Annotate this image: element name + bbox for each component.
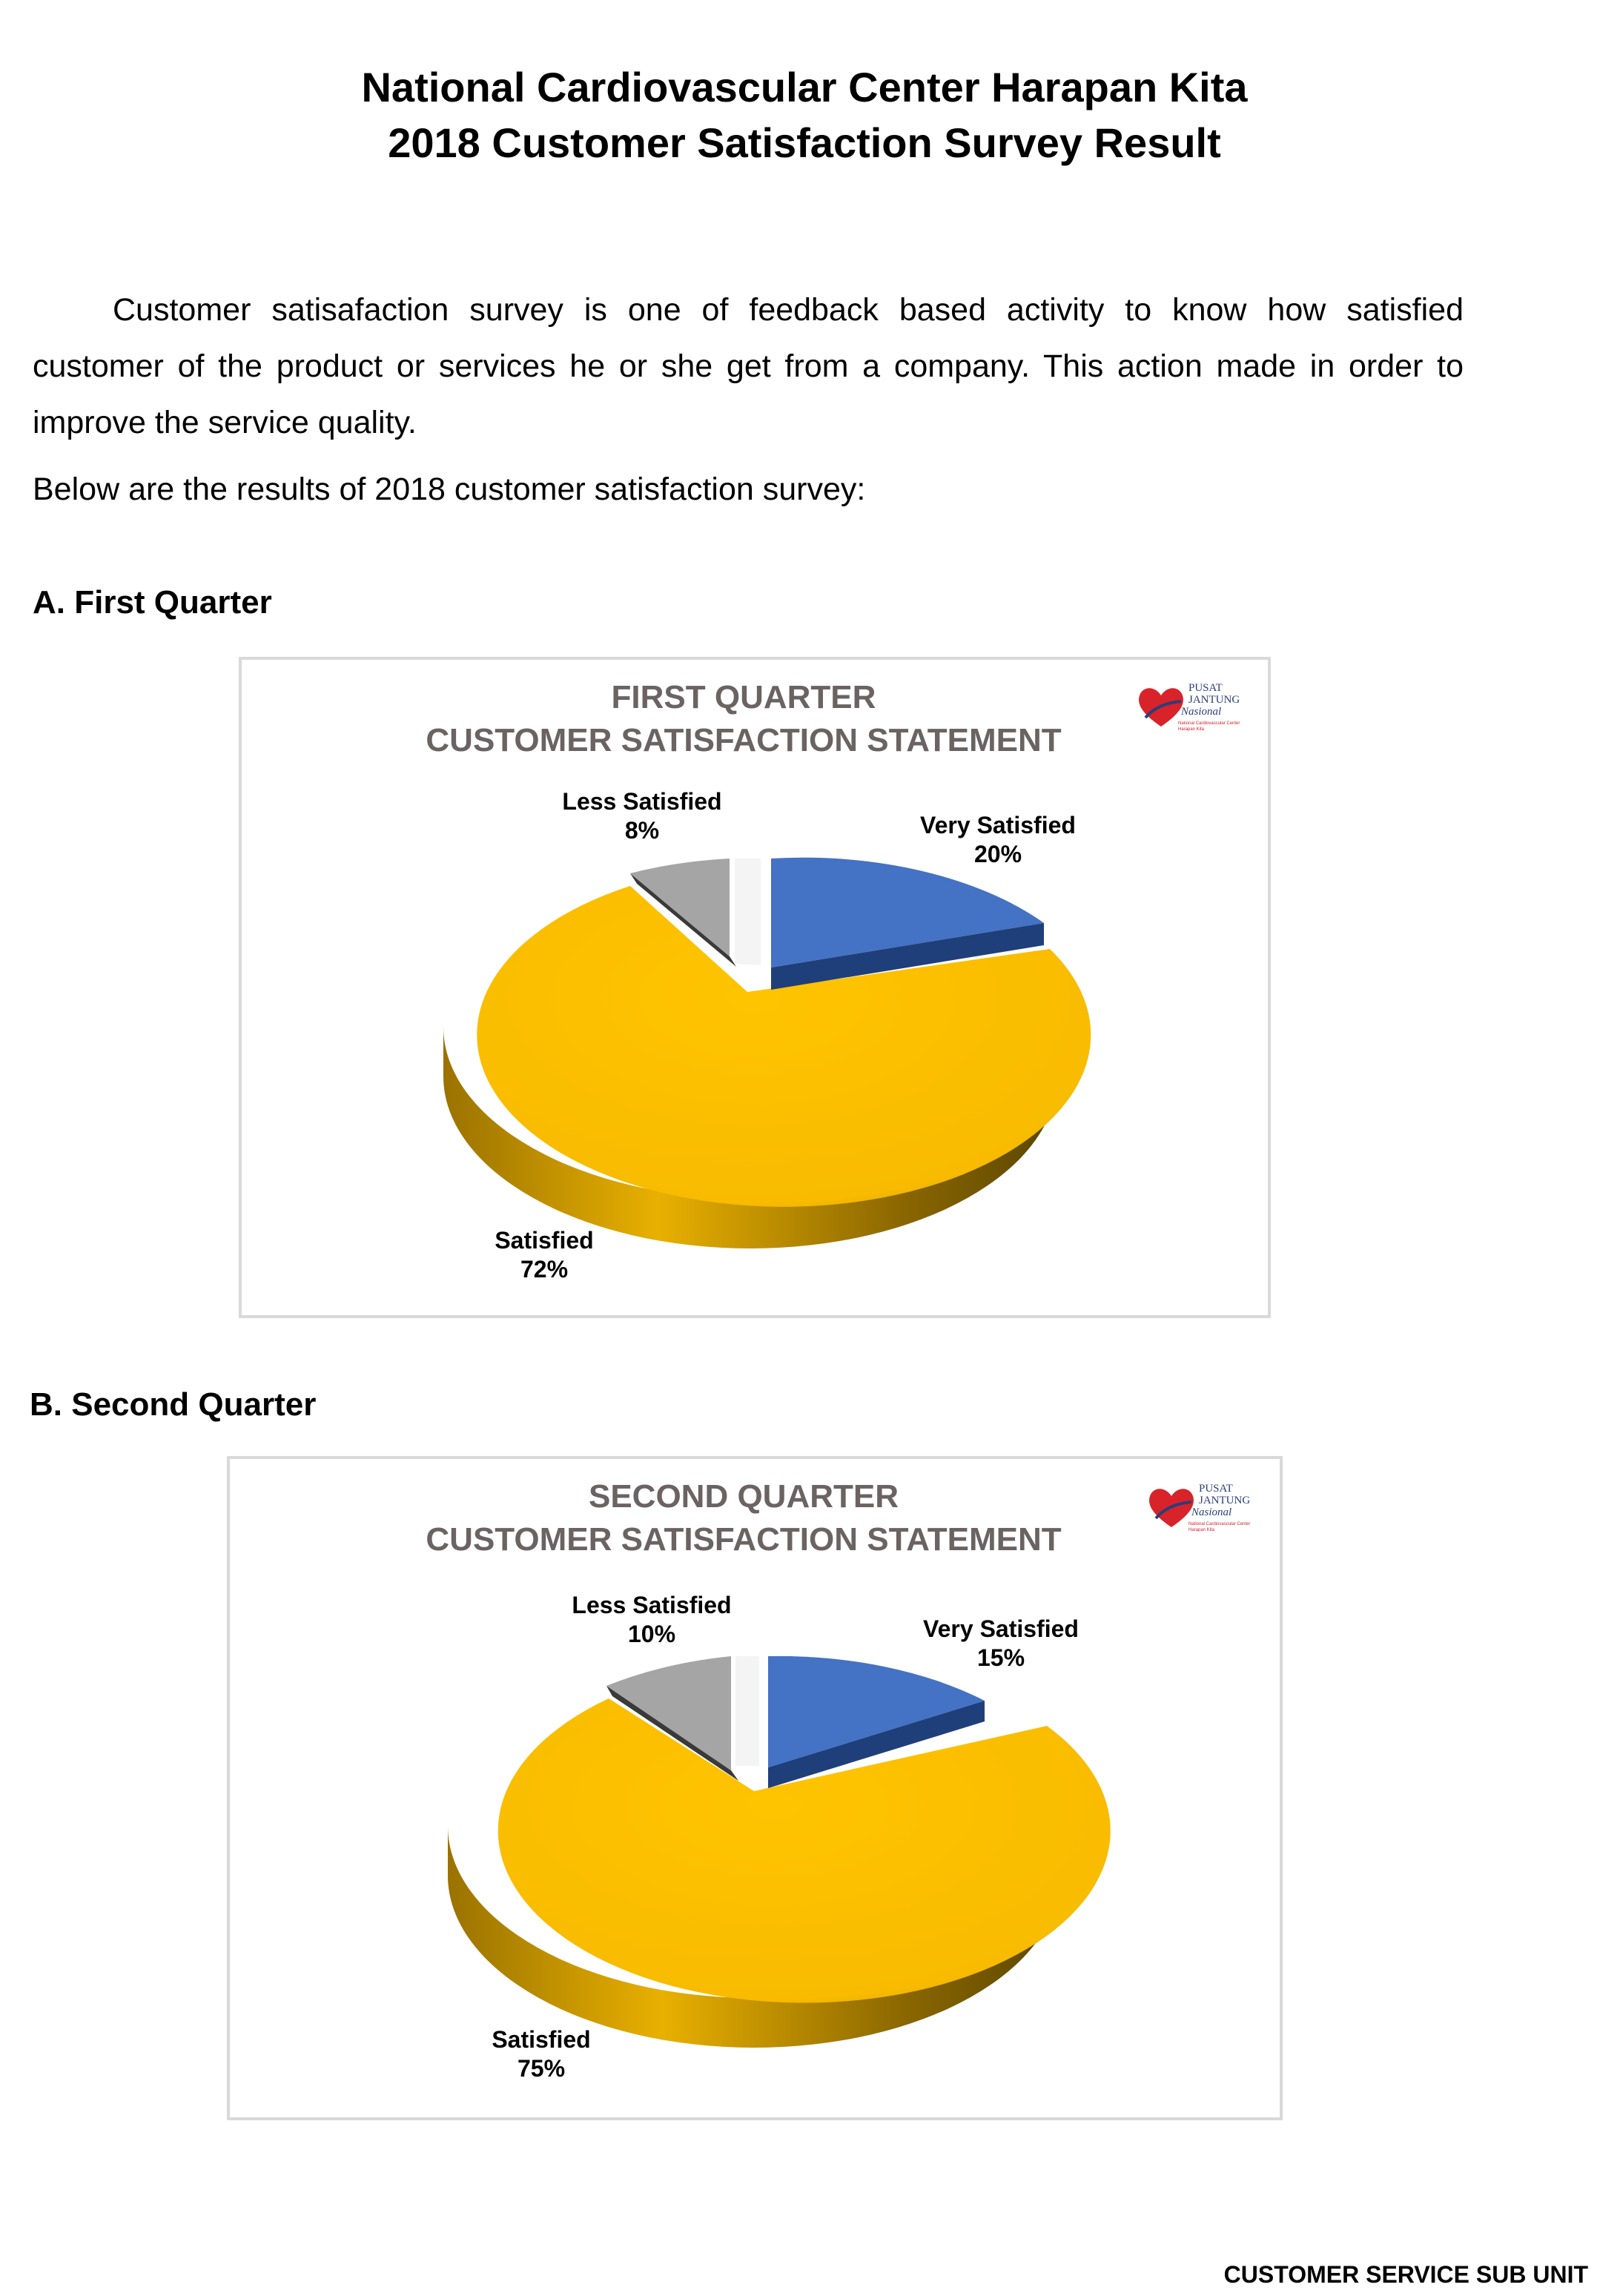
pie-chart-q1	[242, 660, 1268, 1315]
label-value: 75%	[517, 2055, 566, 2082]
section-heading-first-quarter: A. First Quarter	[33, 584, 272, 621]
chart-title-line1: FIRST QUARTER	[611, 679, 876, 715]
logo-text-jantung: JANTUNG	[1188, 694, 1240, 706]
pie-chart-q2	[230, 1459, 1280, 2117]
page-title-line1: National Cardiovascular Center Harapan Kita	[361, 64, 1248, 110]
chart-title-line2: CUSTOMER SATISFACTION STATEMENT	[426, 1521, 1062, 1558]
label-value: 10%	[627, 1621, 676, 1647]
logo-text-pusat: PUSAT	[1188, 682, 1223, 694]
label-value: 15%	[976, 1644, 1025, 1671]
label-very-satisfied-q1	[902, 811, 1094, 869]
label-name: Very Satisfied	[923, 1615, 1079, 1642]
logo-subtitle: National Cardiovascular Center Harapan Kita	[1178, 721, 1240, 732]
label-less-satisfied-q1	[538, 787, 746, 845]
intro-line-3: improve the service quality.	[33, 405, 417, 440]
footer-unit-name: CUSTOMER SERVICE SUB UNIT	[1223, 2261, 1588, 2288]
slice-separator	[735, 1656, 759, 1766]
label-name: Very Satisfied	[920, 812, 1076, 838]
label-less-satisfied-q2	[544, 1591, 759, 1649]
label-name: Satisfied	[495, 1227, 594, 1254]
intro-line-1: Customer satisafaction survey is one of feedback based activity to know how satisfied	[113, 292, 1464, 328]
chart-title-line1: SECOND QUARTER	[588, 1478, 899, 1515]
label-very-satisfied-q2	[905, 1615, 1097, 1673]
label-satisfied-q2	[475, 2025, 608, 2083]
label-name: Satisfied	[492, 2026, 591, 2053]
intro-line-4: Below are the results of 2018 customer satisfaction survey:	[33, 472, 866, 507]
label-value: 72%	[520, 1256, 569, 1283]
label-name: Less Satisfied	[572, 1592, 732, 1618]
label-value: 8%	[624, 817, 660, 844]
label-name: Less Satisfied	[562, 788, 722, 815]
logo-subtitle: National Cardiovascular Center Harapan Kita	[1188, 1522, 1251, 1532]
section-heading-second-quarter: B. Second Quarter	[30, 1386, 317, 1423]
chart-first-quarter	[239, 657, 1271, 1318]
page-title-line2: 2018 Customer Satisfaction Survey Result	[388, 119, 1221, 166]
logo-text-jantung: JANTUNG	[1199, 1495, 1251, 1506]
chart-title-line2: CUSTOMER SATISFACTION STATEMENT	[426, 722, 1062, 758]
logo-text-nasional: Nasional	[1191, 1506, 1232, 1518]
chart-second-quarter	[227, 1456, 1283, 2120]
label-satisfied-q1	[477, 1226, 611, 1284]
intro-line-2: customer of the product or services he or she get from a company. This action made in order to	[33, 348, 1464, 384]
label-value: 20%	[973, 841, 1022, 867]
logo-text-pusat: PUSAT	[1199, 1483, 1233, 1495]
logo-text-nasional: Nasional	[1181, 706, 1222, 718]
slice-separator	[735, 858, 761, 965]
